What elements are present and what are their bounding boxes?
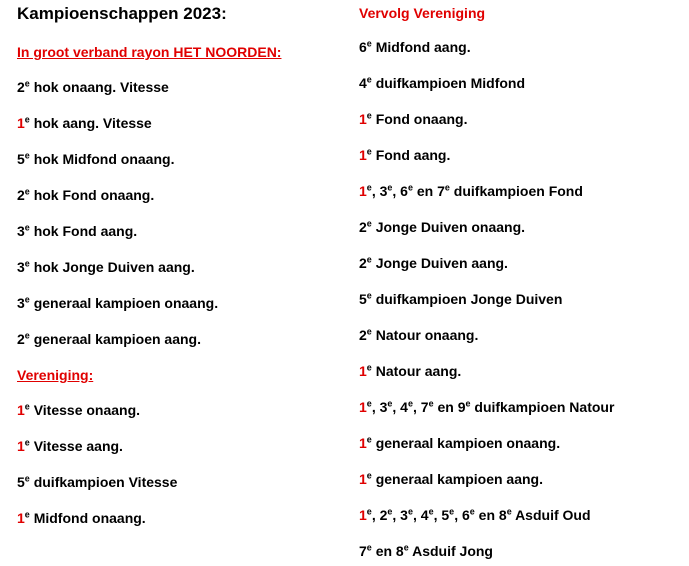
rank-number: 1 bbox=[359, 147, 367, 163]
item-text: , 4 bbox=[413, 507, 429, 523]
rank-number: 5 bbox=[359, 291, 367, 307]
item-text: , 4 bbox=[392, 399, 408, 415]
rank-suffix: e bbox=[366, 254, 372, 265]
item-text: Jonge Duiven aang. bbox=[371, 255, 508, 271]
list-item bbox=[359, 110, 467, 128]
item-text: , 5 bbox=[433, 507, 450, 523]
rank-number: 2 bbox=[17, 331, 25, 347]
rank-suffix: e bbox=[366, 362, 372, 373]
item-text: Vitesse aang. bbox=[29, 438, 123, 454]
item-text: , 6 bbox=[454, 507, 470, 523]
rank-suffix: e bbox=[403, 542, 409, 553]
rank-suffix: e bbox=[465, 398, 471, 409]
rank-number: 2 bbox=[359, 255, 367, 271]
list-item bbox=[359, 290, 562, 308]
list-item bbox=[17, 150, 174, 168]
rank-number: 1 bbox=[359, 363, 367, 379]
item-text: , 6 bbox=[392, 183, 408, 199]
rank-number: 2 bbox=[17, 79, 25, 95]
item-text: Midfond onaang. bbox=[29, 510, 146, 526]
item-text: Fond aang. bbox=[371, 147, 451, 163]
item-text: en 8 bbox=[371, 543, 404, 559]
rank-suffix: e bbox=[24, 401, 30, 412]
rank-number: 7 bbox=[359, 543, 367, 559]
rank-number: 1 bbox=[359, 507, 367, 523]
rank-suffix: e bbox=[366, 290, 372, 301]
list-item bbox=[17, 437, 123, 455]
rank-number: 6 bbox=[359, 39, 367, 55]
list-item bbox=[359, 362, 461, 380]
item-text: hok Fond aang. bbox=[29, 223, 138, 239]
list-item bbox=[17, 222, 137, 240]
rank-suffix: e bbox=[24, 330, 30, 341]
rank-suffix: e bbox=[24, 150, 30, 161]
rank-suffix: e bbox=[24, 294, 30, 305]
list-item bbox=[359, 326, 478, 344]
item-text: en 7 bbox=[413, 183, 445, 199]
rank-suffix: e bbox=[24, 258, 30, 269]
item-text: duifkampioen Natour bbox=[470, 399, 615, 415]
rank-suffix: e bbox=[428, 506, 434, 517]
item-text: generaal kampioen onaang. bbox=[371, 435, 561, 451]
rank-suffix: e bbox=[506, 506, 512, 517]
rank-suffix: e bbox=[387, 398, 393, 409]
item-text: en 9 bbox=[433, 399, 466, 415]
rank-suffix: e bbox=[366, 434, 372, 445]
list-item bbox=[359, 74, 525, 92]
rank-suffix: e bbox=[387, 182, 393, 193]
list-item bbox=[359, 470, 543, 488]
rank-number: 1 bbox=[17, 438, 25, 454]
section-heading-regional: In groot verband rayon HET NOORDEN: bbox=[17, 44, 282, 60]
list-item bbox=[17, 330, 201, 348]
list-item bbox=[17, 186, 154, 204]
rank-suffix: e bbox=[24, 222, 30, 233]
rank-number: 1 bbox=[17, 510, 25, 526]
rank-suffix: e bbox=[366, 326, 372, 337]
rank-suffix: e bbox=[366, 182, 372, 193]
rank-suffix: e bbox=[24, 437, 30, 448]
list-item bbox=[17, 509, 146, 527]
item-text: hok Jonge Duiven aang. bbox=[29, 259, 195, 275]
item-text: hok onaang. Vitesse bbox=[29, 79, 169, 95]
rank-number: 1 bbox=[17, 402, 25, 418]
rank-suffix: e bbox=[366, 74, 372, 85]
list-item bbox=[359, 182, 583, 200]
list-item bbox=[359, 38, 471, 56]
rank-suffix: e bbox=[366, 470, 372, 481]
rank-number: 2 bbox=[17, 187, 25, 203]
list-item bbox=[17, 473, 177, 491]
item-text: Natour onaang. bbox=[371, 327, 479, 343]
item-text: Asduif Oud bbox=[511, 507, 591, 523]
list-item bbox=[359, 398, 614, 416]
item-text: Midfond aang. bbox=[371, 39, 471, 55]
list-item bbox=[17, 78, 169, 96]
list-item bbox=[17, 258, 195, 276]
item-text: duifkampioen Jonge Duiven bbox=[371, 291, 563, 307]
list-item bbox=[359, 254, 508, 272]
rank-suffix: e bbox=[428, 398, 434, 409]
rank-suffix: e bbox=[24, 509, 30, 520]
item-text: en 8 bbox=[474, 507, 507, 523]
rank-suffix: e bbox=[366, 542, 372, 553]
list-item bbox=[359, 146, 450, 164]
rank-suffix: e bbox=[469, 506, 475, 517]
rank-number: 1 bbox=[359, 435, 367, 451]
list-item bbox=[17, 114, 152, 132]
item-text: generaal kampioen aang. bbox=[371, 471, 543, 487]
item-text: Jonge Duiven onaang. bbox=[371, 219, 526, 235]
page-title: Kampioenschappen 2023: bbox=[17, 4, 227, 23]
item-text: , 3 bbox=[392, 507, 408, 523]
rank-suffix: e bbox=[387, 506, 393, 517]
rank-suffix: e bbox=[24, 114, 30, 125]
rank-number: 1 bbox=[359, 183, 367, 199]
rank-suffix: e bbox=[366, 506, 372, 517]
rank-number: 1 bbox=[359, 399, 367, 415]
rank-number: 4 bbox=[359, 75, 367, 91]
list-item bbox=[359, 434, 560, 452]
item-text: generaal kampioen aang. bbox=[29, 331, 201, 347]
item-text: hok Midfond onaang. bbox=[29, 151, 175, 167]
rank-suffix: e bbox=[407, 398, 413, 409]
item-text: duifkampioen Vitesse bbox=[29, 474, 178, 490]
item-text: , 2 bbox=[371, 507, 388, 523]
item-text: Asduif Jong bbox=[408, 543, 493, 559]
item-text: , 7 bbox=[413, 399, 429, 415]
rank-suffix: e bbox=[366, 146, 372, 157]
item-text: , 3 bbox=[371, 183, 388, 199]
list-item bbox=[17, 294, 218, 312]
rank-number: 3 bbox=[17, 223, 25, 239]
list-item bbox=[17, 401, 140, 419]
item-text: generaal kampioen onaang. bbox=[29, 295, 219, 311]
rank-suffix: e bbox=[366, 218, 372, 229]
rank-suffix: e bbox=[444, 182, 450, 193]
rank-suffix: e bbox=[366, 110, 372, 121]
rank-suffix: e bbox=[407, 506, 413, 517]
rank-suffix: e bbox=[407, 182, 413, 193]
rank-number: 5 bbox=[17, 474, 25, 490]
item-text: Vitesse onaang. bbox=[29, 402, 141, 418]
item-text: hok aang. Vitesse bbox=[29, 115, 152, 131]
rank-suffix: e bbox=[24, 473, 30, 484]
rank-number: 1 bbox=[359, 111, 367, 127]
rank-suffix: e bbox=[24, 78, 30, 89]
rank-number: 1 bbox=[359, 471, 367, 487]
rank-suffix: e bbox=[449, 506, 455, 517]
rank-number: 2 bbox=[359, 327, 367, 343]
rank-suffix: e bbox=[366, 398, 372, 409]
list-item bbox=[359, 218, 525, 236]
rank-number: 3 bbox=[17, 295, 25, 311]
rank-suffix: e bbox=[366, 38, 372, 49]
section-heading-club: Vereniging: bbox=[17, 367, 94, 383]
rank-number: 3 bbox=[17, 259, 25, 275]
item-text: Natour aang. bbox=[371, 363, 462, 379]
item-text: hok Fond onaang. bbox=[29, 187, 155, 203]
list-item bbox=[359, 506, 591, 524]
rank-number: 5 bbox=[17, 151, 25, 167]
rank-number: 2 bbox=[359, 219, 367, 235]
section-heading-club-continued: Vervolg Vereniging bbox=[359, 5, 486, 21]
rank-number: 1 bbox=[17, 115, 25, 131]
rank-suffix: e bbox=[24, 186, 30, 197]
item-text: duifkampioen Midfond bbox=[371, 75, 526, 91]
item-text: , 3 bbox=[371, 399, 388, 415]
item-text: Fond onaang. bbox=[371, 111, 468, 127]
item-text: duifkampioen Fond bbox=[449, 183, 583, 199]
list-item bbox=[359, 542, 493, 560]
